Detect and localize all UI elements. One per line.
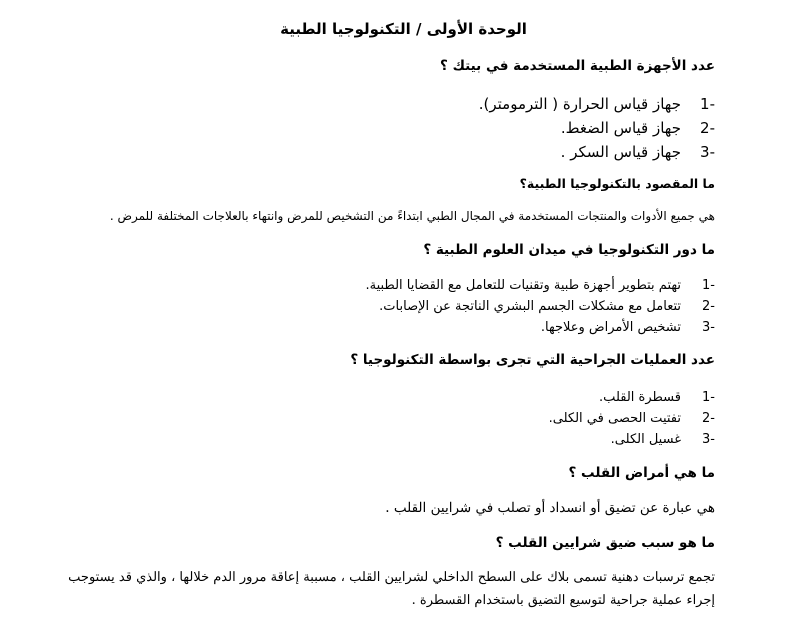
item-text: جهاز قياس الحرارة ( الترمومتر). xyxy=(478,95,681,113)
item-number: -3 xyxy=(702,320,715,335)
answer-list-4 xyxy=(549,387,715,450)
item-number: -1 xyxy=(700,95,715,113)
answer-6-line-1: تجمع ترسبات دهنية تسمى بلاك على السطح الداخلي لشرايين القلب ، مسببة إعاقة مرور الدم خلالها ، والذي قد يستوجب xyxy=(68,570,715,585)
item-number: -2 xyxy=(702,299,715,314)
question-1: عدد الأجهزة الطبية المستخدمة في بيتك ؟ xyxy=(440,58,715,74)
answer-6-line-2: إجراء عملية جراحية لتوسيع التضيق باستخدام القسطرة . xyxy=(411,593,715,608)
item-text: جهاز قياس السكر . xyxy=(560,143,681,161)
question-5: ما هي أمراض القلب ؟ xyxy=(568,465,715,481)
item-number: -3 xyxy=(702,432,715,447)
question-2: ما المقصود بالتكنولوجيا الطبية؟ xyxy=(519,176,715,191)
answer-list-1 xyxy=(479,92,715,164)
answer-5: هي عبارة عن تضيق أو انسداد أو تصلب في شرايين القلب . xyxy=(385,500,715,516)
list-item xyxy=(549,408,715,429)
list-item xyxy=(549,387,715,408)
list-item xyxy=(479,116,715,140)
list-item xyxy=(365,317,715,338)
answer-2: هي جميع الأدوات والمنتجات المستخدمة في المجال الطبي ابتداءً من التشخيص للمرض وانتهاء بالعلاجات المختلفة للمرض . xyxy=(109,209,715,223)
answer-list-3 xyxy=(365,275,715,338)
page-title xyxy=(0,20,807,38)
list-item xyxy=(549,429,715,450)
item-text: جهاز قياس الضغط. xyxy=(560,119,681,137)
list-item xyxy=(365,275,715,296)
item-text: قسطرة القلب. xyxy=(599,390,681,405)
item-number: -2 xyxy=(702,411,715,426)
item-text: تفتيت الحصى في الكلى. xyxy=(548,411,681,426)
item-text: غسيل الكلى. xyxy=(610,432,681,447)
item-number: -2 xyxy=(700,119,715,137)
item-number: -3 xyxy=(700,143,715,161)
list-item xyxy=(479,92,715,116)
question-4: عدد العمليات الجراحية التي تجرى بواسطة التكنولوجيا ؟ xyxy=(350,352,715,368)
item-text: تهتم بتطوير أجهزة طبية وتقنيات للتعامل مع القضايا الطبية. xyxy=(365,278,681,293)
item-text: تشخيص الأمراض وعلاجها. xyxy=(540,320,681,335)
item-text: تتعامل مع مشكلات الجسم البشري الناتجة عن الإصابات. xyxy=(379,299,681,314)
item-number: -1 xyxy=(702,390,715,405)
list-item xyxy=(479,140,715,164)
list-item xyxy=(365,296,715,317)
item-number: -1 xyxy=(702,278,715,293)
question-6: ما هو سبب ضيق شرايين القلب ؟ xyxy=(495,535,715,551)
page-title-text: الوحدة الأولى / التكنولوجيا الطبية xyxy=(280,20,527,38)
question-3: ما دور التكنولوجيا في ميدان العلوم الطبية ؟ xyxy=(423,242,715,258)
